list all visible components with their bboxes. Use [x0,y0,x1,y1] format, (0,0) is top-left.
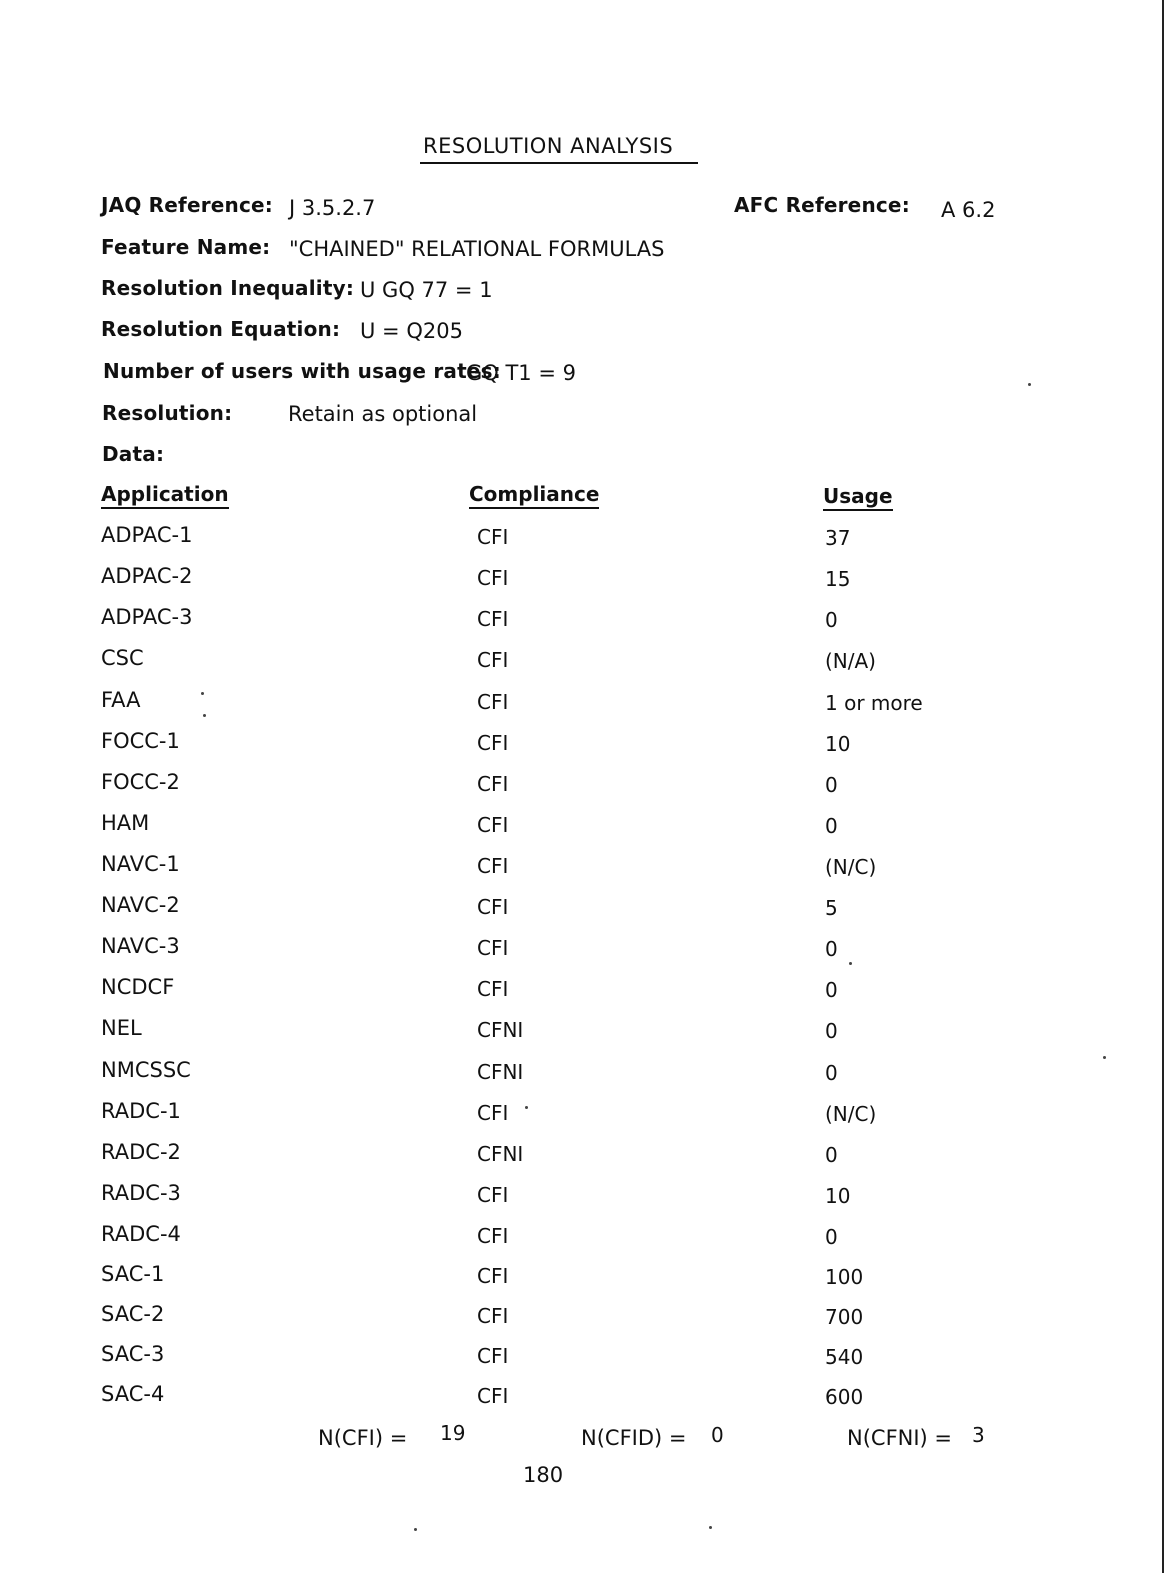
jaq-reference-label: JAQ Reference: [101,193,273,217]
application-cell: ADPAC-1 [101,523,193,547]
page-number: 180 [523,1463,564,1487]
compliance-cell: CFNI [477,1142,524,1166]
table-row [0,1262,1167,1303]
scan-speck [203,714,206,717]
usage-cell: 100 [825,1265,864,1289]
compliance-cell: CFI [477,690,509,714]
page-title: RESOLUTION ANALYSIS [423,134,674,158]
table-row [0,688,1167,729]
application-cell: HAM [101,811,150,835]
resolution-equation-label: Resolution Equation: [101,317,341,341]
application-cell: ADPAC-3 [101,605,193,629]
usage-cell: 10 [825,1184,851,1208]
table-row [0,1181,1167,1222]
afc-reference-label: AFC Reference: [734,193,910,217]
table-row [0,893,1167,934]
compliance-cell: CFI [477,772,509,796]
resolution-value: Retain as optional [288,402,478,426]
usage-cell: 600 [825,1385,864,1409]
table-row [0,564,1167,605]
table-row [0,1140,1167,1181]
usage-cell: 540 [825,1345,864,1369]
table-row [0,523,1167,564]
application-cell: SAC-4 [101,1382,165,1406]
compliance-cell: CFNI [477,1060,524,1084]
usage-cell: 700 [825,1305,864,1329]
compliance-cell: CFI [477,936,509,960]
scan-speck [525,1106,528,1109]
table-row [0,852,1167,893]
table-row [0,1099,1167,1140]
table-row [0,934,1167,975]
compliance-cell: CFI [477,813,509,837]
afc-reference-value: A 6.2 [941,198,996,222]
usage-cell: 0 [825,1019,838,1043]
usage-cell: 0 [825,937,838,961]
application-cell: RADC-3 [101,1181,181,1205]
compliance-cell: CFI [477,1344,509,1368]
summary-cfi-value: 19 [440,1421,466,1445]
summary-cfni-label: N(CFNI) = [847,1426,953,1450]
compliance-cell: CFI [477,1183,509,1207]
scan-speck [414,1528,417,1531]
resolution-inequality-label: Resolution Inequality: [101,276,355,300]
table-row [0,729,1167,770]
application-cell: RADC-4 [101,1222,181,1246]
table-row [0,1058,1167,1099]
compliance-cell: CFI [477,1384,509,1408]
usage-cell: 0 [825,1225,838,1249]
application-cell: SAC-3 [101,1342,165,1366]
usage-cell: 1 or more [825,691,923,715]
compliance-cell: CFI [477,977,509,1001]
compliance-cell: CFI [477,1304,509,1328]
usage-cell: 0 [825,1061,838,1085]
resolution-equation-value: U = Q205 [360,319,463,343]
application-cell: NAVC-1 [101,852,180,876]
application-cell: FAA [101,688,141,712]
jaq-reference-value: J 3.5.2.7 [289,196,376,220]
usage-cell: 0 [825,978,838,1002]
application-cell: NAVC-3 [101,934,180,958]
compliance-cell: CFI [477,566,509,590]
data-label: Data: [102,442,165,466]
compliance-cell: CFI [477,1224,509,1248]
column-header-compliance: Compliance [469,482,599,509]
scan-speck [1028,383,1031,386]
application-cell: FOCC-1 [101,729,180,753]
application-cell: SAC-2 [101,1302,165,1326]
usage-cell: 0 [825,814,838,838]
column-header-application: Application [101,482,229,509]
resolution-inequality-value: U GQ 77 = 1 [360,278,493,302]
resolution-label: Resolution: [102,401,233,425]
summary-cfi-label: N(CFI) = [318,1426,408,1450]
number-of-users-value: GQ T1 = 9 [466,361,576,385]
application-cell: RADC-2 [101,1140,181,1164]
column-header-usage: Usage [823,484,893,511]
table-row [0,770,1167,811]
table-row [0,1302,1167,1343]
application-cell: NCDCF [101,975,175,999]
title-underline [420,162,698,164]
usage-cell: 0 [825,773,838,797]
feature-name-value: "CHAINED" RELATIONAL FORMULAS [289,237,665,261]
compliance-cell: CFI [477,731,509,755]
application-cell: NMCSSC [101,1058,191,1082]
scan-speck [849,962,852,965]
summary-cfid-label: N(CFID) = [581,1426,687,1450]
scan-speck [709,1526,712,1529]
table-row [0,1016,1167,1057]
table-row [0,1222,1167,1263]
application-cell: RADC-1 [101,1099,181,1123]
usage-cell: 37 [825,526,851,550]
compliance-cell: CFI [477,1101,509,1125]
usage-cell: (N/A) [825,649,876,673]
application-cell: NAVC-2 [101,893,180,917]
table-row [0,1342,1167,1383]
number-of-users-label: Number of users with usage rates: [103,359,501,383]
application-cell: CSC [101,646,144,670]
compliance-cell: CFI [477,895,509,919]
application-cell: NEL [101,1016,142,1040]
usage-cell: 10 [825,732,851,756]
usage-cell: 15 [825,567,851,591]
table-row [0,605,1167,646]
compliance-cell: CFNI [477,1018,524,1042]
compliance-cell: CFI [477,607,509,631]
application-cell: FOCC-2 [101,770,180,794]
summary-cfni-value: 3 [972,1423,985,1447]
feature-name-label: Feature Name: [101,235,271,259]
table-row [0,1382,1167,1423]
compliance-cell: CFI [477,854,509,878]
compliance-cell: CFI [477,648,509,672]
table-row [0,975,1167,1016]
application-cell: SAC-1 [101,1262,165,1286]
usage-cell: (N/C) [825,1102,877,1126]
usage-cell: (N/C) [825,855,877,879]
usage-cell: 0 [825,1143,838,1167]
usage-cell: 0 [825,608,838,632]
table-row [0,646,1167,687]
summary-cfid-value: 0 [711,1423,724,1447]
compliance-cell: CFI [477,525,509,549]
scan-speck [1103,1056,1106,1059]
scan-speck [201,692,204,695]
usage-cell: 5 [825,896,838,920]
table-row [0,811,1167,852]
compliance-cell: CFI [477,1264,509,1288]
application-cell: ADPAC-2 [101,564,193,588]
